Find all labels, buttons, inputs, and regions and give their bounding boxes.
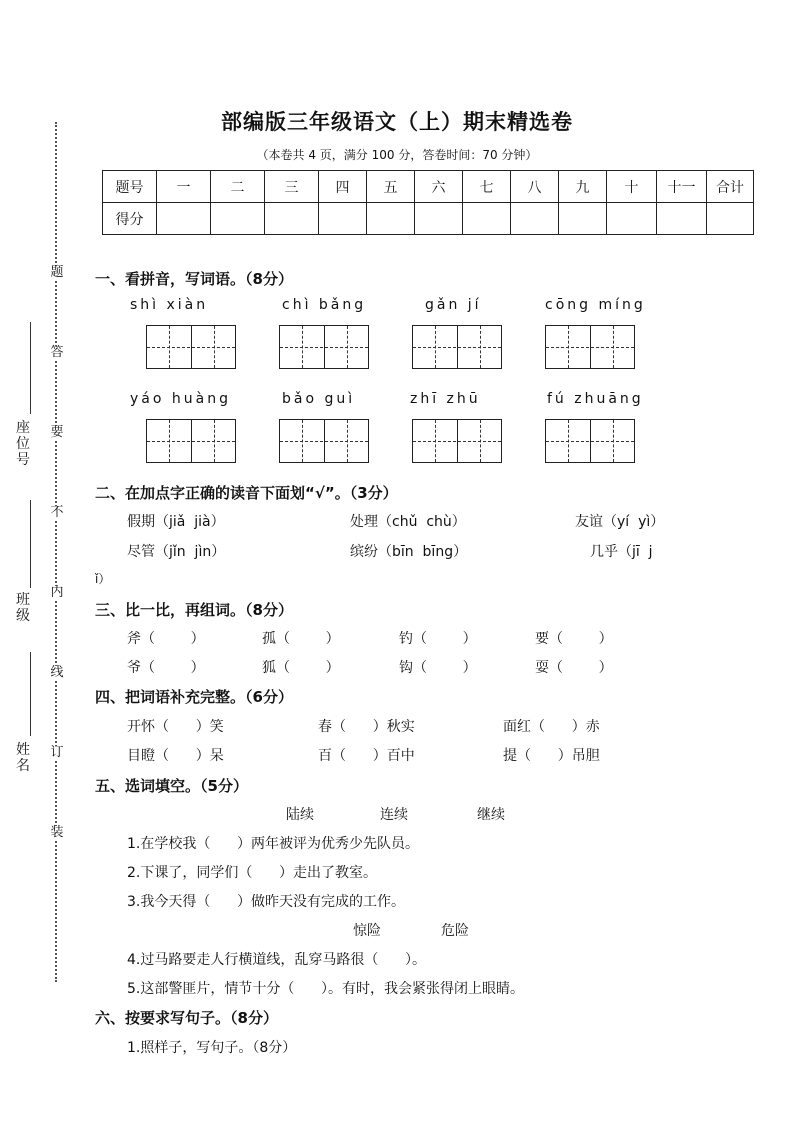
word-choice: 危险 [441, 923, 469, 939]
word-choice: 连续 [380, 807, 408, 823]
score-cell[interactable] [463, 203, 511, 235]
margin-char: 内 [50, 585, 64, 600]
pinyin-label: bǎo guì [282, 391, 356, 407]
score-header-cell: 六 [415, 171, 463, 203]
tianzige-box[interactable] [412, 325, 502, 369]
pinyin-label: chì bǎng [282, 297, 367, 313]
pronunciation-item: 假期（jiǎ jià） [127, 514, 225, 530]
section-1-heading: 一、看拼音，写词语。（8分） [95, 270, 293, 288]
instruction-line: 1.照样子，写句子。（8分） [127, 1040, 297, 1056]
section-6-heading: 六、按要求写句子。（8分） [95, 1009, 278, 1027]
score-header-cell: 八 [511, 171, 559, 203]
tianzige-box[interactable] [545, 419, 635, 463]
margin-char: 答 [50, 345, 64, 360]
margin-char: 要 [50, 425, 64, 440]
compare-item: 要（ ） [535, 631, 613, 647]
margin-char: 题 [50, 265, 64, 280]
page-subtitle: （本卷共 4 页，满分 100 分，答卷时间：70 分钟） [256, 148, 538, 162]
score-cell[interactable] [657, 203, 707, 235]
fill-sentence: 2.下课了，同学们（ ）走出了教室。 [127, 865, 378, 881]
score-header-cell: 十一 [657, 171, 707, 203]
score-header-row [103, 171, 754, 203]
idiom-item: 目瞪（ ）呆 [127, 748, 224, 764]
fill-sentence: 5.这部警匪片，情节十分（ ）。有时，我会紧张得闭上眼睛。 [127, 981, 525, 997]
class-write-line [30, 500, 31, 588]
margin-char: 线 [50, 665, 64, 680]
tianzige-box[interactable] [146, 325, 236, 369]
tianzige-box[interactable] [545, 325, 635, 369]
pronunciation-item: 几乎（jī j [590, 544, 653, 560]
section-4-heading: 四、把词语补充完整。（6分） [95, 688, 293, 706]
page-title: 部编版三年级语文（上）期末精选卷 [221, 109, 573, 134]
score-header-cell: 一 [157, 171, 211, 203]
margin-char: 不 [50, 505, 64, 520]
score-header-cell: 十 [607, 171, 657, 203]
section-2-heading: 二、在加点字正确的读音下面划“√”。（3分） [95, 484, 398, 502]
compare-item: 钩（ ） [399, 660, 477, 676]
compare-item: 狐（ ） [262, 660, 340, 676]
section-3-heading: 三、比一比，再组词。（8分） [95, 601, 293, 619]
tianzige-box[interactable] [279, 419, 369, 463]
pronunciation-item: 处理（chǔ chù） [350, 514, 466, 530]
score-table [102, 170, 754, 235]
idiom-item: 提（ ）吊胆 [503, 748, 600, 764]
score-row-label: 得分 [103, 203, 157, 235]
pinyin-label: yáo huàng [130, 391, 231, 407]
pronunciation-item: 友谊（yí yì） [575, 514, 665, 530]
score-header-cell: 五 [367, 171, 415, 203]
compare-item: 孤（ ） [262, 631, 340, 647]
score-header-cell: 合计 [707, 171, 754, 203]
word-choice: 继续 [477, 807, 505, 823]
score-header-cell: 题号 [103, 171, 157, 203]
compare-item: 耍（ ） [535, 660, 613, 676]
score-cell[interactable] [319, 203, 367, 235]
margin-char: 装 [50, 825, 64, 840]
seat-number-label: 座位号 [16, 420, 30, 468]
section-5-heading: 五、选词填空。（5分） [95, 777, 248, 795]
pronunciation-wrap: ǐ） [95, 572, 111, 586]
fill-sentence: 1.在学校我（ ）两年被评为优秀少先队员。 [127, 836, 420, 852]
pinyin-label: shì xiàn [130, 297, 209, 313]
score-cell[interactable] [157, 203, 211, 235]
pinyin-label: fú zhuāng [547, 391, 644, 407]
idiom-item: 春（ ）秋实 [318, 719, 415, 735]
fill-sentence: 3.我今天得（ ）做昨天没有完成的工作。 [127, 894, 406, 910]
word-choice: 惊险 [353, 923, 381, 939]
tianzige-box[interactable] [279, 325, 369, 369]
score-header-cell: 七 [463, 171, 511, 203]
score-value-row [103, 203, 754, 235]
idiom-item: 开怀（ ）笑 [127, 719, 224, 735]
seat-write-line [30, 322, 31, 414]
word-choice: 陆续 [286, 807, 314, 823]
score-header-cell: 二 [211, 171, 265, 203]
tianzige-box[interactable] [412, 419, 502, 463]
score-cell[interactable] [707, 203, 754, 235]
score-cell[interactable] [367, 203, 415, 235]
pronunciation-item: 尽管（jǐn jìn） [127, 544, 226, 560]
tianzige-box[interactable] [146, 419, 236, 463]
name-label: 姓名 [16, 742, 30, 774]
score-cell[interactable] [559, 203, 607, 235]
pinyin-label: zhī zhū [410, 391, 481, 407]
compare-item: 爷（ ） [127, 660, 205, 676]
margin-char: 订 [50, 745, 64, 760]
idiom-item: 面红（ ）赤 [503, 719, 600, 735]
score-cell[interactable] [607, 203, 657, 235]
score-header-cell: 四 [319, 171, 367, 203]
idiom-item: 百（ ）百中 [318, 748, 415, 764]
score-header-cell: 三 [265, 171, 319, 203]
score-cell[interactable] [511, 203, 559, 235]
pinyin-label: cōng míng [545, 297, 646, 313]
name-write-line [30, 652, 31, 736]
fill-sentence: 4.过马路要走人行横道线，乱穿马路很（ ）。 [127, 952, 427, 968]
score-header-cell: 九 [559, 171, 607, 203]
score-cell[interactable] [265, 203, 319, 235]
pinyin-label: gǎn jí [425, 297, 482, 313]
pronunciation-item: 缤纷（bīn bīng） [350, 544, 468, 560]
class-label: 班级 [16, 592, 30, 624]
compare-item: 斧（ ） [127, 631, 205, 647]
score-cell[interactable] [415, 203, 463, 235]
score-cell[interactable] [211, 203, 265, 235]
compare-item: 钓（ ） [399, 631, 477, 647]
binding-dotted-line [55, 122, 57, 982]
